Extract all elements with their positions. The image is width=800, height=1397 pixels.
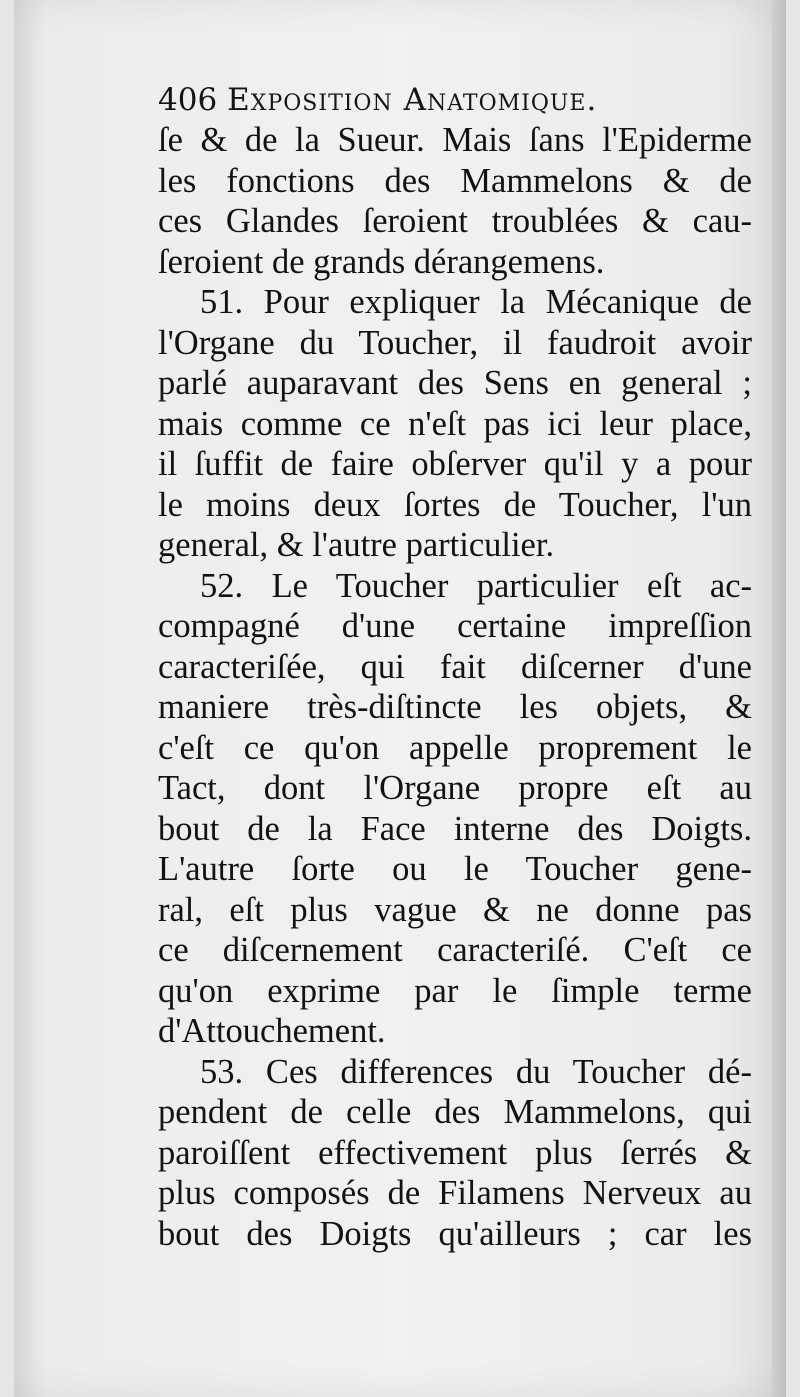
running-head-title: Exposition Anatomique. [227,82,598,118]
text-line: ſeroient de grands dérangemens. [158,242,605,281]
text-line: maniere très-diſtincte les objets, & [158,688,752,726]
text-line: L'autre ſorte ou le Toucher gene- [158,850,752,888]
text-line: general, & l'autre particulier. [158,526,555,564]
text-line: d'Attouchement. [158,1012,386,1050]
text-line: ces Glandes ſeroient troublées & cau- [158,202,752,240]
text-line: mais comme ce n'eſt pas ici leur place, [158,404,752,443]
paragraph-52-start: 52. Le Toucher particulier eſt ac- [200,566,752,605]
text-line: l'Organe du Toucher, il faudroit avoir [158,323,752,362]
text-line: Tact, dont l'Organe propre eſt au [158,769,752,807]
paragraph-53-start: 53. Ces differences du Toucher dé- [200,1052,752,1091]
text-line: paroiſſent effectivement plus ſerrés & [158,1133,752,1172]
body-text [158,120,752,1254]
text-line: il ſuffit de faire obſerver qu'il y a pour [158,445,752,483]
paragraph-51-start: 51. Pour expliquer la Mécanique de [200,283,752,321]
text-line: compagné d'une certaine impreſſion [158,607,752,645]
text-line: qu'on exprime par le ſimple terme [158,971,752,1010]
text-line: ſe & de la Sueur. Mais ſans l'Epiderme [158,121,752,159]
text-line: c'eſt ce qu'on appelle proprement le [158,728,752,767]
text-line: caracteriſée, qui fait diſcerner d'une [158,647,752,686]
text-line: ral, eſt plus vague & ne donne pas [158,890,752,929]
text-line: plus composés de Filamens Nerveux au [158,1174,752,1212]
text-line: bout des Doigts qu'ailleurs ; car les [158,1214,752,1253]
text-line: parlé auparavant des Sens en general ; [158,364,752,402]
text-line: ce diſcernement caracteriſé. C'eſt ce [158,931,752,969]
page-edge [772,0,786,1397]
page-number: 406 [158,82,218,118]
text-line: bout de la Face interne des Doigts. [158,809,752,848]
text-line: le moins deux ſortes de Toucher, l'un [158,485,752,524]
text-line: les fonctions des Mammelons & de [158,161,752,200]
text-line: pendent de celle des Mammelons, qui [158,1093,752,1131]
